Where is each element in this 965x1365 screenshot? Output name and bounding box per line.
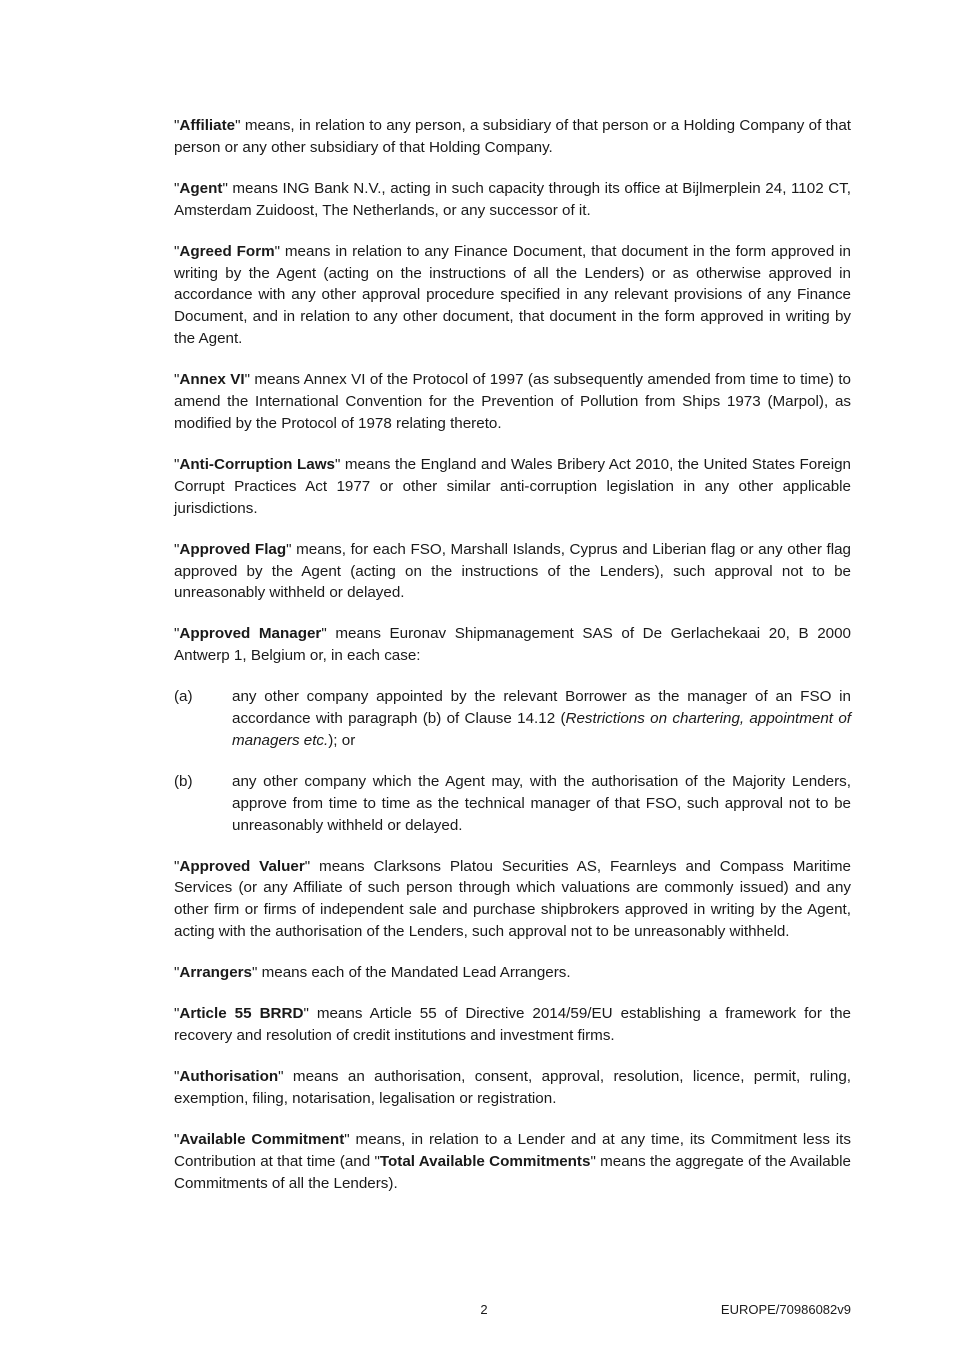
- definition-text: " means an authorisation, consent, approval, resolution, licence, permit, ruling, exemption, filing, notarisation, legalisation or registration.: [174, 1067, 851, 1107]
- definition-annex-vi: "Annex VI" means Annex VI of the Protocol of 1997 (as subsequently amended from time to time) to amend the International Convention for the Prevention of Pollution from Ships 1973 (Marpol), as modified by the Protocol of 1978 relating thereto.: [174, 371, 851, 432]
- sub-clause-label: (a): [174, 688, 193, 706]
- page-number: 2: [480, 1302, 488, 1317]
- definition-text: " means Annex VI of the Protocol of 1997 (as subsequently amended from time to time) to amend the International Convention for the Prevention of Pollution from Ships 1973 (Marpol), as modified by the Protocol of 1978 relating thereto.: [174, 371, 851, 432]
- definition-approved-flag: "Approved Flag" means, for each FSO, Marshall Islands, Cyprus and Liberian flag or any other flag approved by the Agent (acting on the instructions of the Lenders), such approval not to be unreasonably withheld or delayed.: [174, 540, 851, 602]
- document-body: [174, 115, 851, 1213]
- definition-authorisation: "Authorisation" means an authorisation, consent, approval, resolution, licence, permit, ruling, exemption, filing, notarisation, legalisation or registration.: [174, 1067, 851, 1107]
- defined-term: Annex VI: [179, 371, 245, 389]
- definition-article-55-brrd: "Article 55 BRRD" means Article 55 of Directive 2014/59/EU establishing a framework for the recovery and resolution of credit institutions and investment firms.: [174, 1005, 851, 1044]
- definition-anti-corruption-laws: "Anti-Corruption Laws" means the England and Wales Bribery Act 2010, the United States Foreign Corrupt Practices Act 1977 or other similar anti-corruption legislation in any other applicable jurisdictions.: [174, 455, 852, 517]
- defined-term: Approved Flag: [179, 540, 287, 558]
- sub-clause-text-start: any other company appointed by the relevant Borrower as the manager of an FSO in accordance with paragraph (b) of Clause 14.12 (: [232, 688, 851, 728]
- sub-clause-text: [232, 686, 851, 752]
- defined-term: Affiliate: [179, 117, 236, 134]
- clause-reference: Restrictions on chartering, appointment of managers etc.: [232, 710, 851, 749]
- sub-clause-b: [174, 771, 851, 837]
- definition-text: " means, in relation to any person, a subsidiary of that person or a Holding Company of that person or any other subsidiary of that Holding Company.: [174, 117, 851, 156]
- definition-available-commitment: "Available Commitment" means, in relation to a Lender and at any time, its Commitment less its Contribution at that time (and "Total Available Commitments" means the aggregate of the Available Commitments of all the Lenders).: [174, 1130, 851, 1192]
- sub-clause-text: any other company which the Agent may, with the authorisation of the Majority Lenders, approve from time to time as the technical manager of that FSO, such approval not to be unreasonably withheld or delayed.: [232, 772, 851, 834]
- definition-text: " means Euronav Shipmanagement SAS of De Gerlachekaai 20, B 2000 Antwerp 1, Belgium or, in each case:: [174, 625, 851, 665]
- definition-text: " means in relation to any Finance Document, that document in the form approved in writing by the Agent (acting on the instructions of all the Lenders) or as otherwise approved in accordance with any other approval procedure specified in any relevant provisions of any Finance Document, and in relation to any other document, that document in the form approved in writing by the Agent.: [174, 242, 852, 348]
- definition-text: " means Clarksons Platou Securities AS, Fearnleys and Compass Maritime Services (or any Affiliate of such person through which valuations are commonly issued) and any other firm or firms of independent sale and purchase shipbrokers approved in writing by the Agent, acting with the authorisation of the Lenders, such approval not to be unreasonably withheld.: [174, 857, 851, 941]
- defined-term: Agreed Form: [179, 242, 275, 260]
- definition-text: " means each of the Mandated Lead Arrangers.: [252, 964, 571, 982]
- definition-affiliate: "Affiliate" means, in relation to any person, a subsidiary of that person or a Holding Company of that person or any other subsidiary of that Holding Company.: [174, 117, 851, 156]
- defined-term: Approved Valuer: [179, 857, 305, 875]
- defined-term: Arrangers: [179, 964, 252, 982]
- defined-term: Agent: [179, 179, 223, 197]
- definition-approved-valuer: "Approved Valuer" means Clarksons Platou Securities AS, Fearnleys and Compass Maritime Services (or any Affiliate of such person through which valuations are commonly issued) and any other firm or firms of independent sale and purchase shipbrokers approved in writing by the Agent, acting with the authorisation of the Lenders, such approval not to be unreasonably withheld.: [174, 857, 851, 941]
- definition-text: " means, in relation to a Lender and at any time, its Commitment less its Contribution at that time (and ": [174, 1130, 851, 1170]
- sub-clause-label: (b): [174, 772, 193, 790]
- definition-agreed-form: "Agreed Form" means in relation to any Finance Document, that document in the form approved in writing by the Agent (acting on the instructions of all the Lenders) or as otherwise approved in accordance with any other approval procedure specified in any relevant provisions of any Finance Document, and in relation to any other document, that document in the form approved in writing by the Agent.: [174, 242, 852, 348]
- definition-text-end: " means the aggregate of the Available Commitments of all the Lenders).: [174, 1152, 851, 1192]
- definition-text: " means, for each FSO, Marshall Islands, Cyprus and Liberian flag or any other flag approved by the Agent (acting on the instructions of the Lenders), such approval not to be unreasonably withheld or delayed.: [174, 540, 851, 602]
- defined-term: Article 55 BRRD: [179, 1005, 304, 1023]
- definition-arrangers: "Arrangers" means each of the Mandated Lead Arrangers.: [174, 964, 571, 982]
- definition-text: " means Article 55 of Directive 2014/59/EU establishing a framework for the recovery and resolution of credit institutions and investment firms.: [174, 1005, 851, 1044]
- definition-text: " means the England and Wales Bribery Act 2010, the United States Foreign Corrupt Practices Act 1977 or other similar anti-corruption legislation in any other applicable jurisdictions.: [174, 455, 852, 517]
- defined-term: Approved Manager: [179, 625, 322, 643]
- defined-term: Anti-Corruption Laws: [179, 455, 335, 473]
- definition-text: " means ING Bank N.V., acting in such capacity through its office at Bijlmerplein 24, 1102 CT, Amsterdam Zuidoost, The Netherlands, or any successor of it.: [174, 179, 851, 219]
- defined-term: Available Commitment: [179, 1130, 345, 1148]
- definition-agent: "Agent" means ING Bank N.V., acting in such capacity through its office at Bijlmerplein 24, 1102 CT, Amsterdam Zuidoost, The Netherlands, or any successor of it.: [174, 179, 851, 219]
- sub-clause-a: [174, 686, 851, 752]
- document-reference: EUROPE/70986082v9: [720, 1302, 851, 1317]
- defined-term-secondary: Total Available Commitments: [379, 1152, 591, 1170]
- sub-clause-text-end: ); or: [328, 731, 356, 749]
- definition-approved-manager: "Approved Manager" means Euronav Shipmanagement SAS of De Gerlachekaai 20, B 2000 Antwerp 1, Belgium or, in each case:: [174, 625, 851, 665]
- defined-term: Authorisation: [179, 1067, 279, 1085]
